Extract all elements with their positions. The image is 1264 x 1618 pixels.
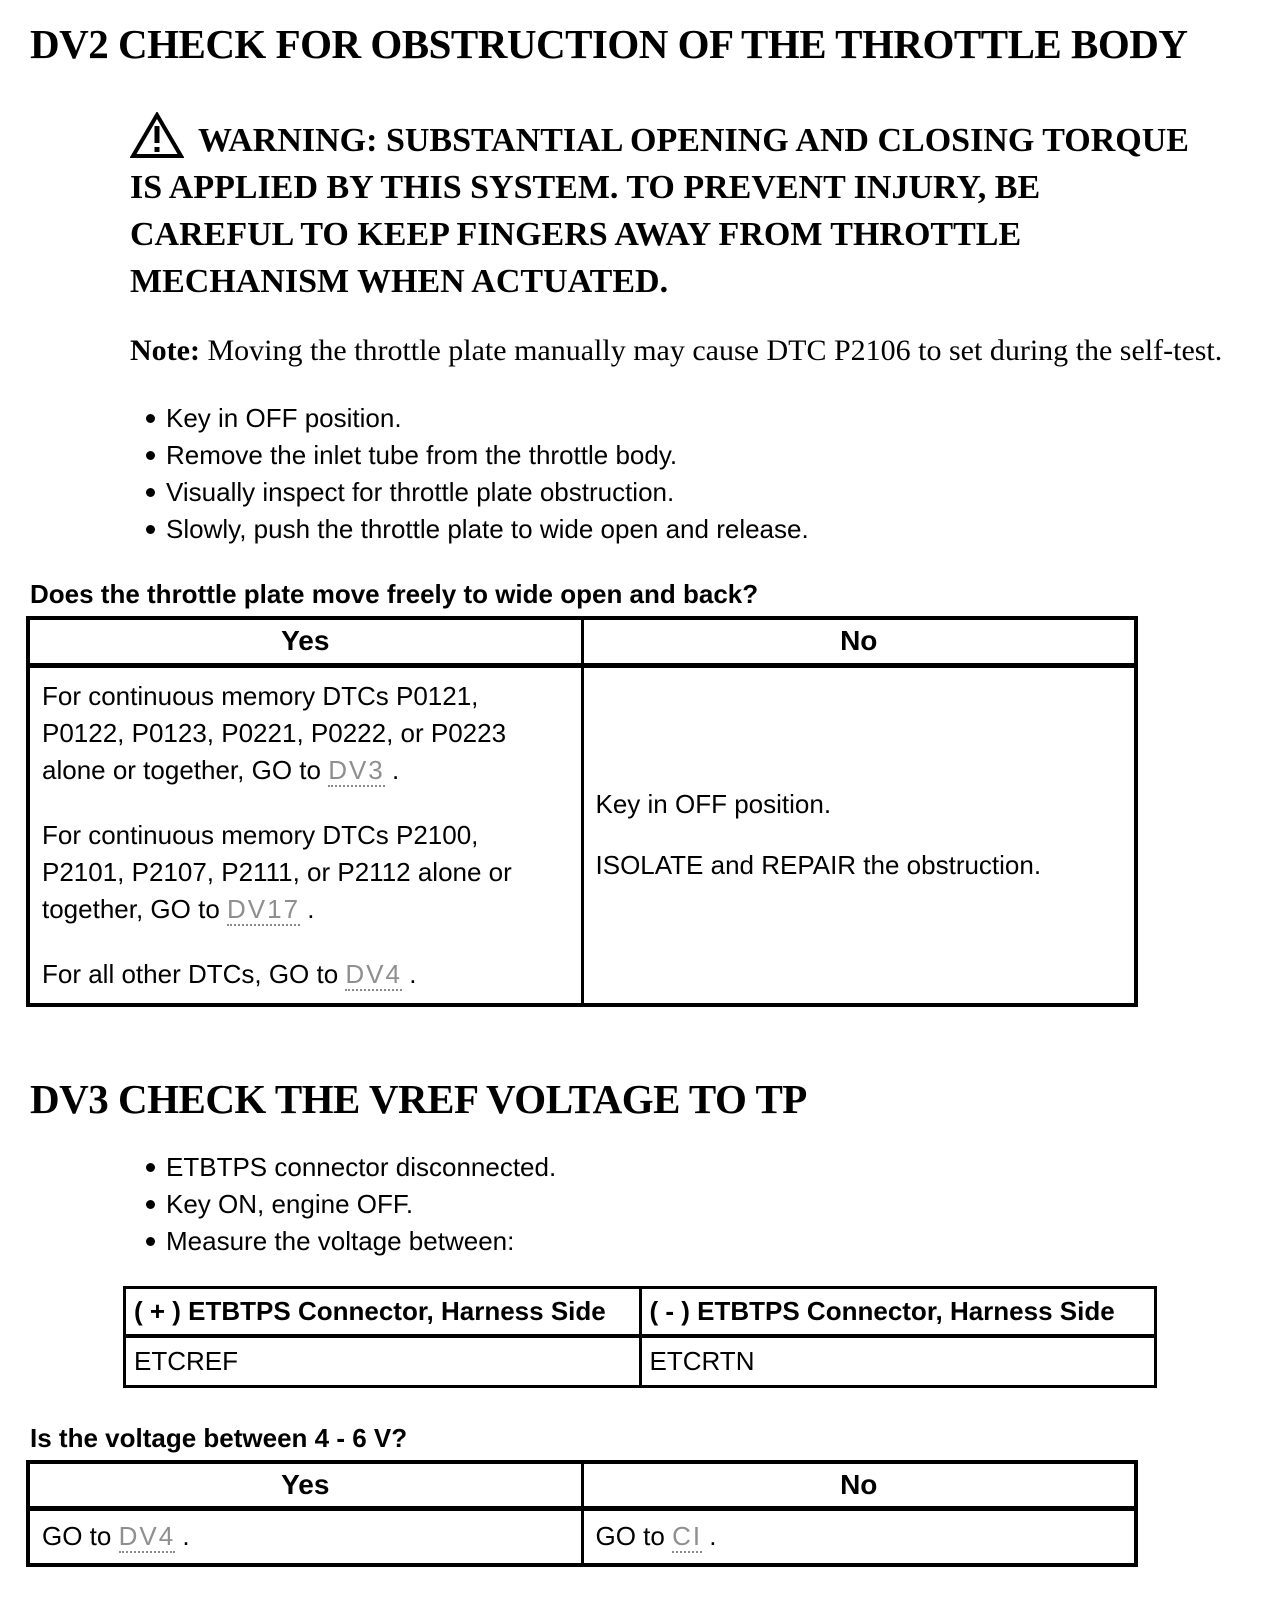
no-column-header: No <box>582 618 1136 665</box>
result-text: . <box>300 893 315 924</box>
no-column-header: No <box>582 1462 1136 1509</box>
table-header-row <box>125 1287 1156 1336</box>
dv3-question: Is the voltage between 4 - 6 V? <box>30 1422 408 1453</box>
link-dv4[interactable]: DV4 <box>345 958 402 989</box>
link-dv3[interactable]: DV3 <box>328 754 385 785</box>
table-row <box>28 1509 1136 1565</box>
result-text: For continuous memory DTCs P2100, P2101, P2107, P2111, or P2112 alone or together, GO to <box>42 819 512 924</box>
measurement-table <box>123 1286 1157 1388</box>
dv3-section-title: DV3 CHECK THE VREF VOLTAGE TO TP <box>30 1075 807 1122</box>
dv2-step-list <box>30 400 1234 548</box>
result-text: . <box>175 1521 190 1552</box>
yes-column-header: Yes <box>28 618 582 665</box>
result-paragraph: Key in OFF position. <box>595 789 832 819</box>
result-paragraph: ISOLATE and REPAIR the obstruction. <box>595 850 1042 880</box>
table-header-row <box>28 618 1136 665</box>
result-paragraph <box>42 956 565 993</box>
positive-lead-header: ( + ) ETBTPS Connector, Harness Side <box>125 1287 641 1336</box>
warning-text: WARNING: SUBSTANTIAL OPENING AND CLOSING TORQUE IS APPLIED BY THIS SYSTEM. TO PREVENT INJURY, BE CAREFUL TO KEEP FINGERS AWAY FROM THROTTLE MECHANISM WHEN ACTUATED. <box>130 122 1189 300</box>
dv3-result-table <box>26 1460 1138 1567</box>
table-row <box>28 665 1136 1005</box>
result-text: For continuous memory DTCs P0121, P0122, P0123, P0221, P0222, or P0223 alone or together, GO to <box>42 680 507 785</box>
note-text: Moving the throttle plate manually may cause DTC P2106 to set during the self-test. <box>199 334 1223 367</box>
note-label: Note: <box>130 334 200 367</box>
link-dv4[interactable]: DV4 <box>118 1521 176 1552</box>
list-item: Slowly, push the throttle plate to wide open and release. <box>142 511 1234 548</box>
list-item: Key ON, engine OFF. <box>142 1186 1234 1223</box>
no-result-cell <box>582 1509 1136 1565</box>
link-ci[interactable]: CI <box>672 1521 703 1552</box>
table-row <box>125 1336 1156 1387</box>
result-text: . <box>702 1521 717 1552</box>
yes-result-cell <box>28 665 582 1005</box>
yes-column-header: Yes <box>28 1462 582 1509</box>
negative-lead-value: ETCRTN <box>640 1336 1156 1387</box>
note-paragraph <box>130 327 1225 374</box>
yes-result-cell <box>28 1509 582 1565</box>
result-text: GO to <box>595 1521 673 1552</box>
list-item: Key in OFF position. <box>142 400 1234 437</box>
result-text: . <box>384 754 400 785</box>
list-item: Visually inspect for throttle plate obstruction. <box>142 474 1234 511</box>
link-dv17[interactable]: DV17 <box>227 893 301 924</box>
result-paragraph <box>42 817 565 928</box>
no-result-cell <box>582 665 1136 1005</box>
result-text: . <box>401 958 417 989</box>
dv2-section-title: DV2 CHECK FOR OBSTRUCTION OF THE THROTTLE BODY <box>30 21 1188 67</box>
list-item: ETBTPS connector disconnected. <box>142 1149 1234 1186</box>
warning-triangle-icon <box>130 112 184 160</box>
result-text: For all other DTCs, GO to <box>42 958 346 989</box>
result-text: GO to <box>42 1521 119 1552</box>
result-paragraph <box>42 678 565 789</box>
dv3-step-list <box>30 1149 1234 1260</box>
positive-lead-value: ETCREF <box>125 1336 641 1387</box>
warning-paragraph <box>130 112 1205 305</box>
table-header-row <box>28 1462 1136 1509</box>
list-item: Measure the voltage between: <box>142 1223 1234 1260</box>
list-item: Remove the inlet tube from the throttle body. <box>142 437 1234 474</box>
negative-lead-header: ( - ) ETBTPS Connector, Harness Side <box>640 1287 1156 1336</box>
dv2-result-table <box>26 616 1138 1007</box>
dv2-question: Does the throttle plate move freely to wide open and back? <box>30 579 759 609</box>
